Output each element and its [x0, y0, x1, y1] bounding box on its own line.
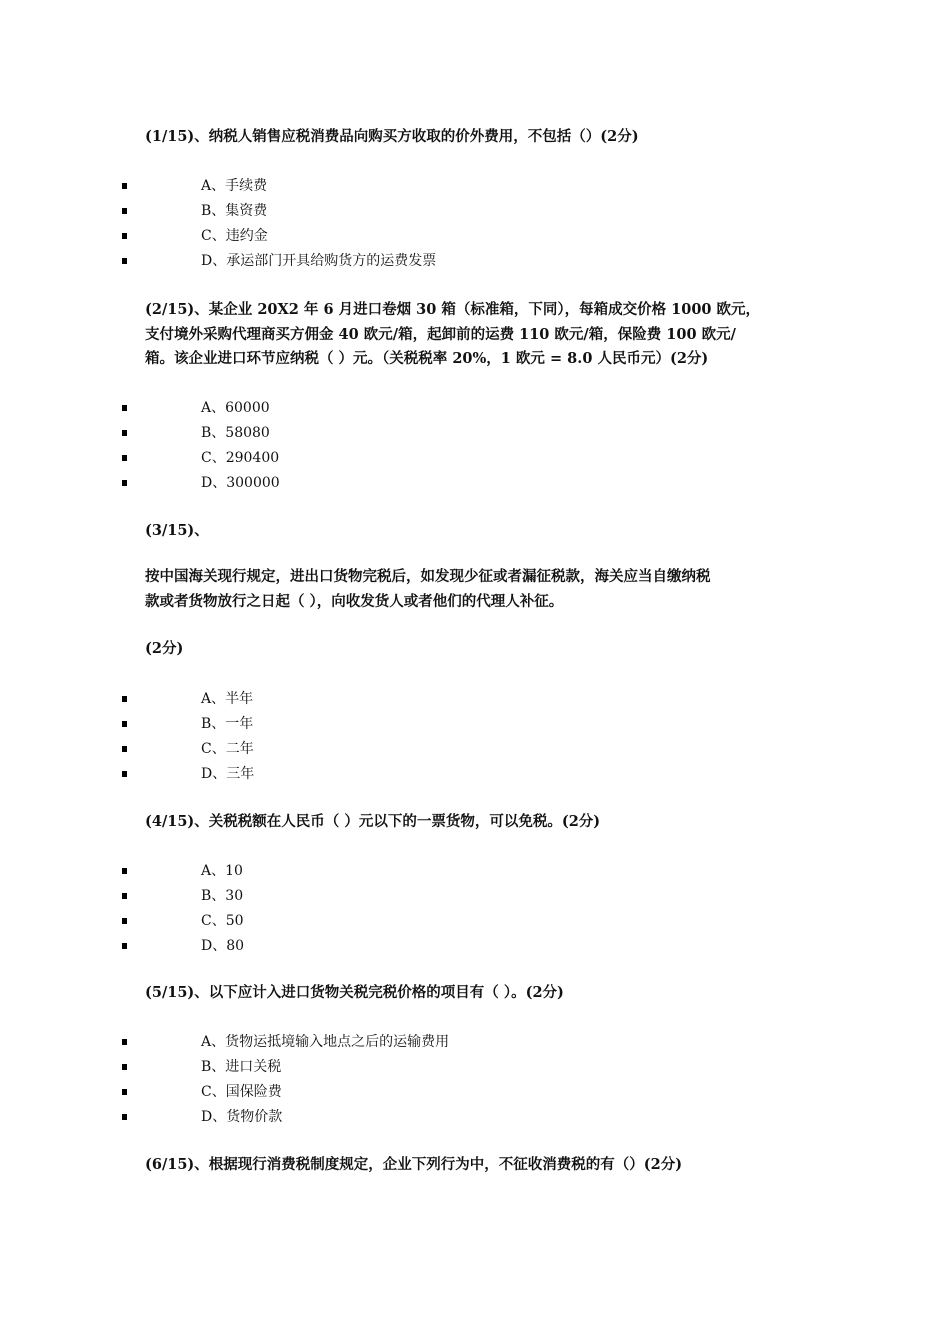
- bullet-icon: [122, 183, 127, 189]
- bullet-icon: [122, 893, 127, 899]
- question-3-points: (2分): [145, 640, 184, 657]
- question-4-option-c[interactable]: C、50: [0, 909, 700, 933]
- question-3-body-line: 款或者货物放行之日起（ ），向收发货人或者他们的代理人补征。: [145, 592, 564, 610]
- bullet-icon: [122, 1039, 127, 1045]
- question-3-option-d[interactable]: D、三年: [0, 762, 700, 786]
- question-3-option-c[interactable]: C、二年: [0, 737, 700, 761]
- bullet-icon: [122, 943, 127, 949]
- question-2-option-d[interactable]: D、300000: [0, 471, 700, 495]
- question-1-option-b[interactable]: B、集资费: [0, 199, 700, 223]
- question-4-option-b[interactable]: B、30: [0, 884, 700, 908]
- bullet-icon: [122, 1089, 127, 1095]
- question-1-option-a[interactable]: A、手续费: [0, 174, 700, 198]
- question-6-title: (6/15)、根据现行消费税制度规定，企业下列行为中，不征收消费税的有（）(2分): [145, 1156, 683, 1173]
- question-2-title-line: (2/15)、某企业 20X2 年 6 月进口卷烟 30 箱（标准箱，下同），每箱成交价格 1000 欧元，: [145, 301, 761, 318]
- question-2-option-c[interactable]: C、290400: [0, 446, 700, 470]
- bullet-icon: [122, 1064, 127, 1070]
- bullet-icon: [122, 771, 127, 777]
- question-5-option-b[interactable]: B、进口关税: [0, 1055, 700, 1079]
- question-3-title: (3/15)、: [145, 522, 209, 539]
- question-5-option-c[interactable]: C、国保险费: [0, 1080, 700, 1104]
- question-3-body-line: 按中国海关现行规定，进出口货物完税后，如发现少征或者漏征税款，海关应当自缴纳税: [145, 568, 711, 585]
- bullet-icon: [122, 430, 127, 436]
- question-4-option-a[interactable]: A、10: [0, 859, 700, 883]
- question-3-body: [145, 565, 810, 614]
- bullet-icon: [122, 918, 127, 924]
- bullet-icon: [122, 208, 127, 214]
- question-4-option-d[interactable]: D、80: [0, 934, 700, 958]
- question-4-title: (4/15)、关税税额在人民币（ ）元以下的一票货物，可以免税。(2分): [145, 813, 601, 830]
- bullet-icon: [122, 480, 127, 486]
- bullet-icon: [122, 721, 127, 727]
- question-2-title-line: 箱。该企业进口环节应纳税（ ）元。（关税税率 20%，1 欧元 = 8.0 人民币元）(2分): [145, 350, 709, 367]
- question-5-title: (5/15)、以下应计入进口货物关税完税价格的项目有（ ）。(2分): [145, 984, 564, 1001]
- question-3-option-a[interactable]: A、半年: [0, 687, 700, 711]
- question-1-title: (1/15)、纳税人销售应税消费品向购买方收取的价外费用，不包括（）(2分): [145, 128, 639, 145]
- bullet-icon: [122, 258, 127, 264]
- question-1-option-d[interactable]: D、承运部门开具给购货方的运费发票: [0, 249, 700, 273]
- question-5-option-d[interactable]: D、货物价款: [0, 1105, 700, 1129]
- bullet-icon: [122, 405, 127, 411]
- question-2-title-line: 支付境外采购代理商买方佣金 40 欧元/箱，起卸前的运费 110 欧元/箱，保险费 100 欧元/: [145, 325, 736, 343]
- question-2-option-b[interactable]: B、58080: [0, 421, 700, 445]
- question-5-option-a[interactable]: A、货物运抵境输入地点之后的运输费用: [0, 1030, 700, 1054]
- question-2-title: [145, 298, 810, 372]
- bullet-icon: [122, 455, 127, 461]
- question-2-option-a[interactable]: A、60000: [0, 396, 700, 420]
- bullet-icon: [122, 696, 127, 702]
- question-3-option-b[interactable]: B、一年: [0, 712, 700, 736]
- bullet-icon: [122, 868, 127, 874]
- bullet-icon: [122, 746, 127, 752]
- bullet-icon: [122, 1114, 127, 1120]
- question-1-option-c[interactable]: C、违约金: [0, 224, 700, 248]
- bullet-icon: [122, 233, 127, 239]
